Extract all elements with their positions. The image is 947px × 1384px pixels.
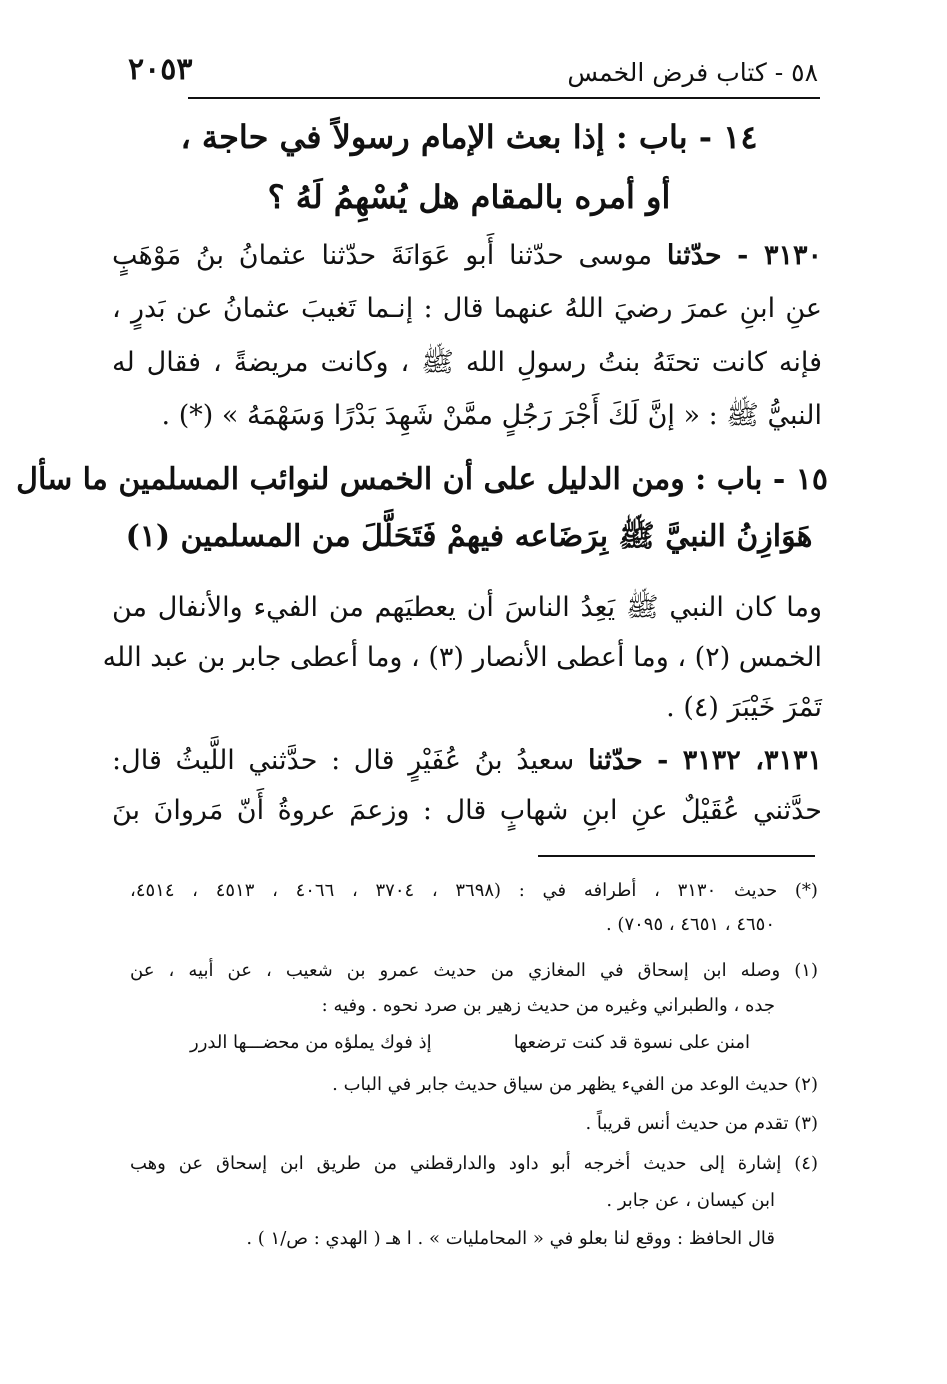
page-number: ٢٠٥٣ <box>128 52 193 87</box>
hadith-3131-number: ٣١٣١، ٣١٣٢ - حدّثنا <box>587 745 822 776</box>
poetry-first-hemistich: امنن على نسوة قد كنت ترضعها <box>513 1032 750 1053</box>
footnote-4-line-2: ابن كيسان ، عن جابر . <box>606 1190 775 1211</box>
footnote-4-line-3: قال الحافظ : ووقع لنا بعلو في « المحامليات » . ا هـ ( الهدي : ص/١ ) . <box>246 1228 775 1249</box>
bab-14-heading-line-2: أو أمره بالمقام هل يُسْهِمُ لَهُ ؟ <box>267 178 671 216</box>
bab-15-text-line-3: تَمْرَ خَيْبَرَ (٤) . <box>666 692 822 723</box>
poetry-second-hemistich: إذ فوك يملؤه من محضـــها الدرر <box>190 1032 432 1053</box>
hadith-3130-line-4: النبيُّ ﷺ : « إنَّ لَكَ أَجْرَ رَجُلٍ ممَّنْ شَهِدَ بَدْرًا وَسَهْمَهُ » (*) . <box>161 400 822 431</box>
running-header <box>128 52 818 94</box>
footnote-2: (٢) حديث الوعد من الفيء يظهر من سياق حديث جابر في الباب . <box>332 1074 818 1095</box>
bab-15-text-line-2: الخمس (٢) ، وما أعطى الأنصار (٣) ، وما أعطى جابر بن عبد الله <box>102 642 822 673</box>
footnote-1-line-2: جده ، والطبراني وغيره من حديث زهير بن صرد نحوه . وفيه : <box>321 995 775 1016</box>
hadith-3130-line-2: عنِ ابنِ عمرَ رضيَ اللهُ عنهما قال : إنـما تَغيبَ عثمانُ عن بَدرٍ ، <box>112 293 822 324</box>
footnote-star-line-1: (*) حديث ٣١٣٠ ، أطرافه في : (٣٦٩٨ ، ٣٧٠٤ ، ٤٠٦٦ ، ٤٥١٣ ، ٤٥١٤، <box>130 880 818 901</box>
hadith-3130-line-1 <box>112 240 822 271</box>
hadith-3131-text-1: سعيدُ بنُ عُفَيْرٍ قال : حدَّثني اللَّيثُ قال: <box>112 745 575 776</box>
footnote-rule <box>538 855 815 857</box>
bab-15-heading-line-1: ١٥ - باب : ومن الدليل على أن الخمس لنوائب المسلمين ما سأل <box>16 462 828 497</box>
bab-15-heading-line-2: هَوَازِنُ النبيَّ ﷺ بِرَضَاعه فيهمْ فَتَحَلَّلَ من المسلمين (١) <box>125 519 813 554</box>
footnote-1-poetry <box>190 1032 750 1056</box>
hadith-3130-number: ٣١٣٠ - حدّثنا <box>666 240 822 271</box>
hadith-3130-text-1: موسى حدّثنا أَبو عَوَانَةَ حدّثنا عثمانُ بنُ مَوْهَبٍ <box>112 240 653 271</box>
hadith-3130-line-3: فإنه كانت تحتَهُ بنتُ رسولِ الله ﷺ ، وكانت مريضةً ، فقال له <box>112 347 822 378</box>
header-rule <box>188 97 820 99</box>
footnote-3: (٣) تقدم من حديث أنس قريباً . <box>585 1113 818 1134</box>
footnote-4-line-1: (٤) إشارة إلى حديث أخرجه أبو داود والدارقطني من طريق ابن إسحاق عن وهب <box>130 1153 818 1174</box>
bab-15-text-line-1: وما كان النبي ﷺ يَعِدُ الناسَ أن يعطيَهم من الفيء والأنفال من <box>112 592 822 623</box>
bab-14-heading-line-1: ١٤ - باب : إذا بعث الإمام رسولاً في حاجة ، <box>180 118 758 156</box>
chapter-title: ٥٨ - كتاب فرض الخمس <box>567 58 818 87</box>
hadith-3131-line-2: حدَّثني عُقَيْلٌ عنِ ابنِ شهابٍ قال : وزعمَ عروةُ أَنّ مَروانَ بنَ <box>112 795 822 826</box>
hadith-3131-line-1 <box>112 745 822 776</box>
footnote-star-line-2: ٤٦٥٠ ، ٤٦٥١ ، ٧٠٩٥) . <box>605 914 775 935</box>
footnote-1-line-1: (١) وصله ابن إسحاق في المغازي من حديث عمرو بن شعيب ، عن أبيه ، عن <box>130 960 818 981</box>
